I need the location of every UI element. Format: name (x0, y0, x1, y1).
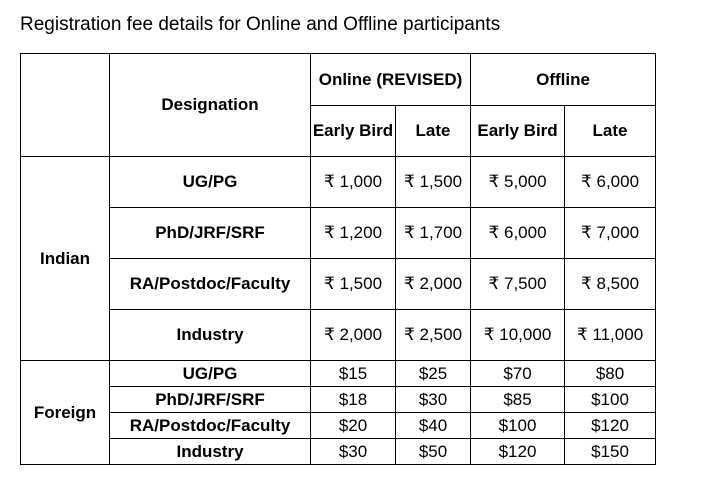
designation-cell: UG/PG (110, 361, 311, 387)
online-early-cell: ₹ 2,000 (311, 310, 396, 361)
designation-cell: PhD/JRF/SRF (110, 387, 311, 413)
designation-cell: UG/PG (110, 157, 311, 208)
header-corner-cell (21, 54, 110, 157)
header-online-late: Late (396, 106, 471, 157)
online-late-cell: ₹ 1,500 (396, 157, 471, 208)
online-late-cell: ₹ 1,700 (396, 208, 471, 259)
table-row (21, 157, 656, 208)
offline-late-cell: $80 (565, 361, 656, 387)
online-early-cell: ₹ 1,000 (311, 157, 396, 208)
online-early-cell: $30 (311, 439, 396, 465)
table-row (21, 387, 656, 413)
page-title: Registration fee details for Online and Offline participants (20, 14, 501, 35)
designation-cell: RA/Postdoc/Faculty (110, 259, 311, 310)
header-offline-early-bird: Early Bird (471, 106, 565, 157)
header-offline-late: Late (565, 106, 656, 157)
table-row (21, 259, 656, 310)
online-early-cell: ₹ 1,500 (311, 259, 396, 310)
offline-late-cell: ₹ 6,000 (565, 157, 656, 208)
table-row (21, 310, 656, 361)
offline-late-cell: $100 (565, 387, 656, 413)
table-row (21, 439, 656, 465)
online-late-cell: $25 (396, 361, 471, 387)
table-row (21, 208, 656, 259)
offline-late-cell: ₹ 7,000 (565, 208, 656, 259)
online-early-cell: ₹ 1,200 (311, 208, 396, 259)
online-late-cell: ₹ 2,000 (396, 259, 471, 310)
offline-early-cell: ₹ 7,500 (471, 259, 565, 310)
online-early-cell: $18 (311, 387, 396, 413)
online-early-cell: $15 (311, 361, 396, 387)
table-row (21, 413, 656, 439)
designation-cell: Industry (110, 310, 311, 361)
offline-early-cell: $120 (471, 439, 565, 465)
online-late-cell: $40 (396, 413, 471, 439)
group-label-foreign: Foreign (21, 361, 110, 465)
fee-table (20, 53, 656, 465)
designation-cell: Industry (110, 439, 311, 465)
designation-cell: RA/Postdoc/Faculty (110, 413, 311, 439)
offline-late-cell: ₹ 8,500 (565, 259, 656, 310)
offline-late-cell: $150 (565, 439, 656, 465)
offline-early-cell: ₹ 6,000 (471, 208, 565, 259)
table-row (21, 361, 656, 387)
offline-late-cell: $120 (565, 413, 656, 439)
header-online-early-bird: Early Bird (311, 106, 396, 157)
offline-early-cell: ₹ 10,000 (471, 310, 565, 361)
online-late-cell: $30 (396, 387, 471, 413)
online-early-cell: $20 (311, 413, 396, 439)
offline-late-cell: ₹ 11,000 (565, 310, 656, 361)
online-late-cell: $50 (396, 439, 471, 465)
offline-early-cell: $70 (471, 361, 565, 387)
header-designation: Designation (110, 54, 311, 157)
header-offline: Offline (471, 54, 656, 106)
offline-early-cell: $85 (471, 387, 565, 413)
offline-early-cell: ₹ 5,000 (471, 157, 565, 208)
online-late-cell: ₹ 2,500 (396, 310, 471, 361)
designation-cell: PhD/JRF/SRF (110, 208, 311, 259)
group-label-indian: Indian (21, 157, 110, 361)
offline-early-cell: $100 (471, 413, 565, 439)
header-online: Online (REVISED) (311, 54, 471, 106)
